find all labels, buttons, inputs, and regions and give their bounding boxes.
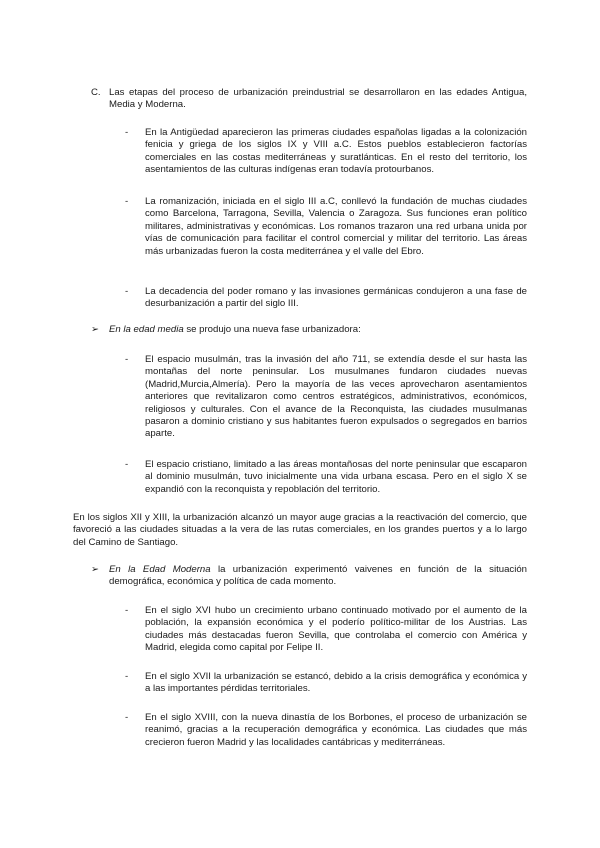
edad-media-rest: se produjo una nueva fase urbanizadora: <box>183 324 361 335</box>
bullet-dash: - <box>125 671 129 682</box>
arrow-bullet: ➢ <box>91 324 100 335</box>
antiguedad-item-3: La decadencia del poder romano y las invasiones germánicas condujeron a una fase de desurbanización a partir del siglo III. <box>145 286 527 310</box>
media-item-1: El espacio musulmán, tras la invasión del año 711, se extendía desde el sur hasta las montañas del norte peninsular. Los musulmanes fundaron ciudades nuevas (Madrid,Murcia,Almería). Pero la mayoría de las veces aprovecharon asentamientos anteriores que revitalizaron como centros estratégicos, administrativos, económicos, religiosos y culturales. Con el avance de la Reconquista, las ciudades musulmanas pasaron a dominio cristiano y sus habitantes fueron expulsados o segregados en barrios aparte. <box>145 354 527 440</box>
bullet-dash: - <box>125 459 129 470</box>
bullet-dash: - <box>125 286 129 297</box>
antiguedad-item-1: En la Antigüedad aparecieron las primeras ciudades españolas ligadas a la colonización fenicia y griega de los siglos IX y VIII a.C. Estos pueblos establecieron factorías comerciales en las costas mediterráneas y suratlánticas. En el resto del territorio, los asentamientos de las culturas indígenas eran todavía protourbanos. <box>145 127 527 176</box>
bullet-dash: - <box>125 712 129 723</box>
arrow-bullet: ➢ <box>91 564 100 575</box>
bullet-dash: - <box>125 605 129 616</box>
bullet-dash: - <box>125 354 129 365</box>
edad-moderna-rest: la urbanización experimentó vaivenes en función de la situación demográfica, económica y política de cada momento. <box>109 564 528 588</box>
moderna-item-3: En el siglo XVIII, con la nueva dinastía de los Borbones, el proceso de urbanización se reanimó, gracias a la recuperación demográfica y económica. Las ciudades que más crecieron fueron Madrid y las localidades cantábricas y mediterráneas. <box>145 712 527 748</box>
siglos-paragraph: En los siglos XII y XIII, la urbanización alcanzó un mayor auge gracias a la reactivación del comercio, que favoreció a las ciudades situadas a la vera de las rutas comerciales, en los grandes puertos y a lo largo del Camino de Santiago. <box>73 512 527 548</box>
bullet-dash: - <box>125 196 129 207</box>
edad-moderna-italic: En la Edad Moderna <box>109 564 211 575</box>
section-c-marker: C. <box>91 87 101 98</box>
antiguedad-item-2: La romanización, iniciada en el siglo III a.C, conllevó la fundación de muchas ciudades como Barcelona, Tarragona, Sevilla, Valencia o Zaragoza. Sus funciones eran político militares, administrativas y económicas. Los romanos trazaron una red urbana unida por vías de comunicación para facilitar el control comercial y militar del territorio. Las áreas más urbanizadas fueron la costa mediterránea y el valle del Ebro. <box>145 196 527 257</box>
media-item-2: El espacio cristiano, limitado a las áreas montañosas del norte peninsular que escaparon al dominio musulmán, tuvo inicialmente una vida urbana escasa. Pero en el siglo X se expandió con la reconquista y repoblación del territorio. <box>145 459 527 495</box>
edad-media-heading <box>109 324 527 336</box>
bullet-dash: - <box>125 127 129 138</box>
edad-media-italic: En la edad media <box>109 324 184 335</box>
section-c-text: Las etapas del proceso de urbanización preindustrial se desarrollaron en las edades Antigua, Media y Moderna. <box>109 87 527 111</box>
moderna-item-2: En el siglo XVII la urbanización se estancó, debido a la crisis demográfica y económica y a las importantes pérdidas territoriales. <box>145 671 527 695</box>
moderna-item-1: En el siglo XVI hubo un crecimiento urbano continuado motivado por el aumento de la población, la expansión económica y el poderío político-militar de los Austrias. Las ciudades más destacadas fueron Sevilla, que controlaba el comercio con América y Madrid, elegida como capital por Felipe II. <box>145 605 527 654</box>
edad-moderna-heading <box>109 564 527 589</box>
